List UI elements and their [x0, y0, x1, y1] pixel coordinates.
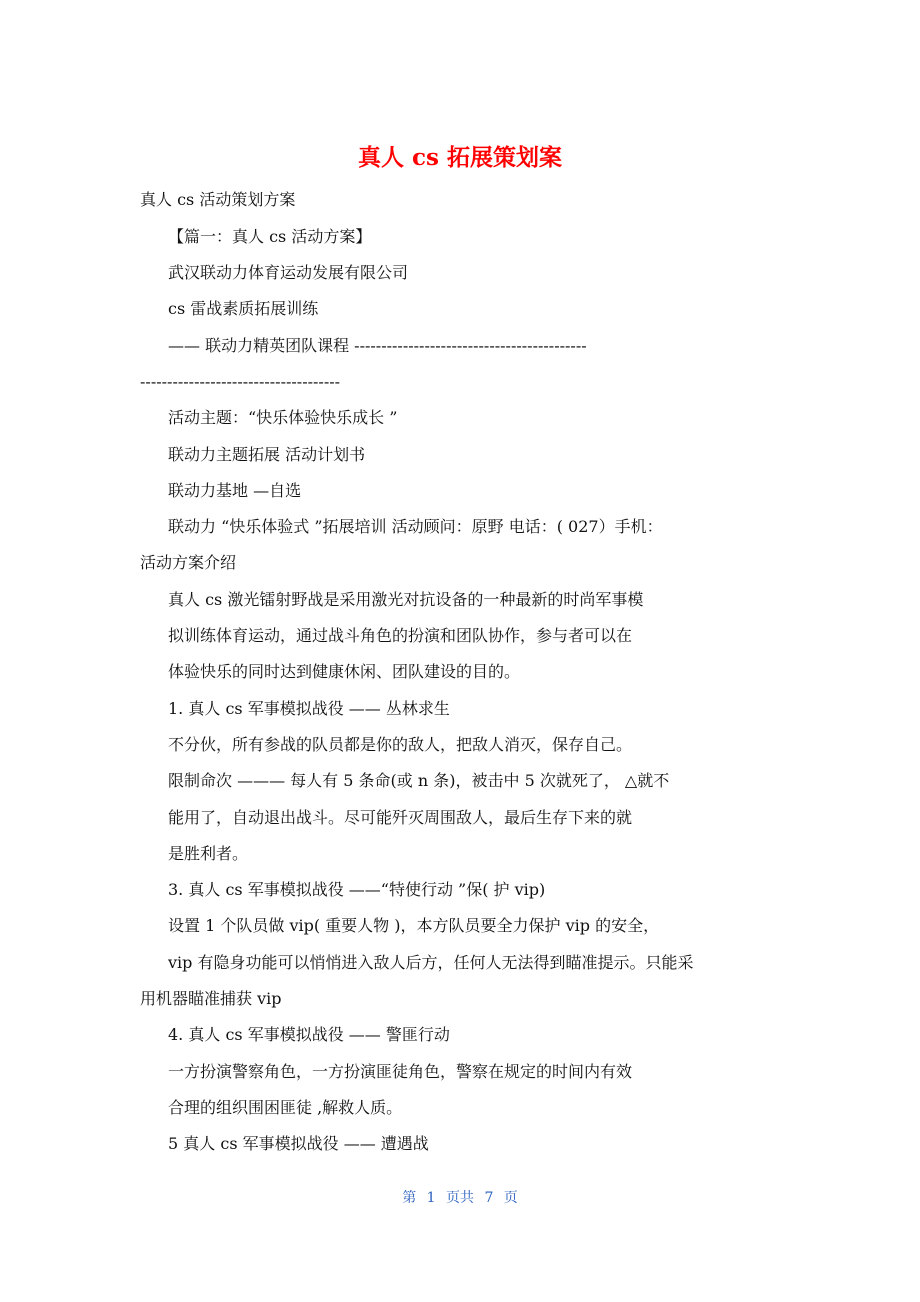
text-line: 一方扮演警察角色，一方扮演匪徒角色，警察在规定的时间内有效: [168, 1062, 633, 1081]
text-line: 设置 1 个队员做 vip( 重要人物 )，本方队员要全力保护 vip 的安全，: [168, 916, 660, 935]
text-line: -------------------------------------: [140, 372, 341, 391]
text-line: 合理的组织围困匪徒 ,解救人质。: [168, 1098, 403, 1117]
text-line: 真人 cs 激光镭射野战是采用激光对抗设备的一种最新的时尚军事模: [168, 590, 644, 609]
text-line: cs 雷战素质拓展训练: [168, 299, 319, 318]
text-line: 3. 真人 cs 军事模拟战役 ——“特使行动 ”保( 护 vip): [168, 880, 546, 899]
text-line: 1. 真人 cs 军事模拟战役 —— 丛林求生: [168, 699, 450, 718]
page-number: 第 1 页共 7 页: [402, 1190, 518, 1206]
text-line: 5 真人 cs 军事模拟战役 —— 遭遇战: [168, 1134, 429, 1153]
text-line: 联动力主题拓展 活动计划书: [168, 445, 366, 464]
text-line: 武汉联动力体育运动发展有限公司: [168, 263, 409, 282]
text-line: 活动方案介绍: [140, 553, 237, 572]
text-line: 4. 真人 cs 军事模拟战役 —— 警匪行动: [168, 1025, 450, 1044]
text-line: vip 有隐身功能可以悄悄进入敌人后方，任何人无法得到瞄准提示。只能采: [168, 953, 694, 972]
text-line: 真人 cs 活动策划方案: [140, 190, 296, 209]
document-title: 真人 cs 拓展策划案: [358, 144, 562, 171]
text-line: 是胜利者。: [168, 844, 249, 863]
text-line: 联动力基地 —自选: [168, 481, 302, 500]
text-line: 【篇一：真人 cs 活动方案】: [168, 227, 372, 246]
text-line: 限制命次 ——— 每人有 5 条命(或 n 条)，被击中 5 次就死了， △就不: [168, 771, 670, 790]
text-line: 活动主题：“快乐体验快乐成长 ”: [168, 408, 398, 427]
text-line: 用机器瞄准捕获 vip: [140, 989, 282, 1008]
text-line: 联动力 “快乐体验式 ”拓展培训 活动顾问：原野 电话：( 027）手机：: [168, 517, 663, 536]
text-line: 能用了，自动退出战斗。尽可能歼灭周围敌人，最后生存下来的就: [168, 808, 633, 827]
text-line: 体验快乐的同时达到健康休闲、团队建设的目的。: [168, 662, 521, 681]
text-line: 拟训练体育运动，通过战斗角色的扮演和团队协作，参与者可以在: [168, 626, 633, 645]
text-line: —— 联动力精英团队课程 -------------------------------------------: [168, 336, 587, 355]
text-line: 不分伙，所有参战的队员都是你的敌人，把敌人消灭，保存自己。: [168, 735, 633, 754]
